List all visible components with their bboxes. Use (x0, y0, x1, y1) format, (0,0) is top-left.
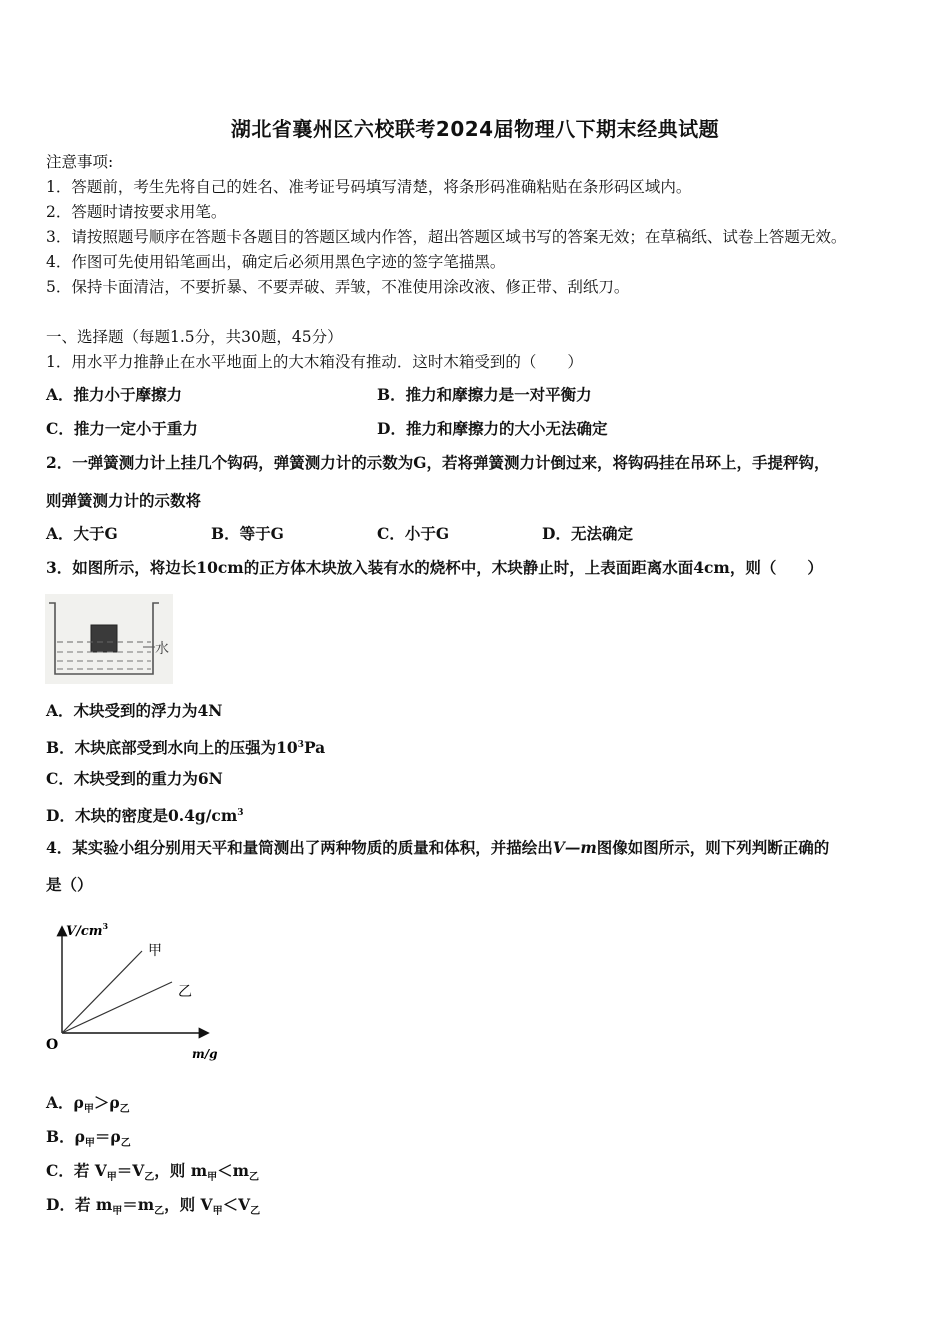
q3-option-b-unit: Pa (303, 738, 326, 758)
q4-option-b[interactable] (46, 1127, 131, 1154)
notice-item: 5．保持卡面清洁，不要折暴、不要弄破、弄皱，不准使用涂改液、修正带、刮纸刀。 (46, 278, 630, 296)
q3-option-b-text: B．木块底部受到水向上的压强为10 (46, 738, 298, 758)
q3-option-c[interactable]: C．木块受到的重力为6N (46, 769, 223, 788)
notice-item: 4．作图可先使用铅笔画出，确定后必须用黑色字迹的签字笔描黑。 (46, 253, 506, 271)
q3-option-d-sup: 3 (237, 808, 244, 818)
opt-text: D．若 m (46, 1195, 113, 1214)
q4-stem-text: 4．某实验小组分别用天平和量筒测出了两种物质的质量和体积，并描绘出 (46, 838, 553, 857)
origin-label: O (46, 1037, 59, 1053)
q3-option-a[interactable]: A．木块受到的浮力为4N (46, 701, 223, 720)
x-axis-label: m/g (192, 1047, 218, 1061)
q4-option-c[interactable] (46, 1161, 259, 1188)
opt-text: A．ρ (46, 1093, 84, 1112)
q2-option-c[interactable]: C．小于G (377, 524, 450, 543)
opt-sub: 乙 (119, 1104, 130, 1116)
opt-text: ，则 m (154, 1161, 208, 1180)
q4-stem-variable: V—m (552, 838, 597, 857)
line-jia (62, 951, 142, 1033)
opt-sub: 甲 (112, 1206, 123, 1218)
line-jia-label: 甲 (148, 943, 162, 959)
opt-sub: 乙 (249, 1172, 260, 1184)
q4-stem-text-cont: 图像如图所示，则下列判断正确的 (596, 838, 830, 857)
line-yi-label: 乙 (178, 984, 192, 1000)
question-2-stem-cont: 则弹簧测力计的示数将 (46, 491, 202, 510)
y-axis-label (66, 921, 109, 939)
question-4-stem (46, 838, 829, 858)
opt-text: ，则 V (164, 1195, 213, 1214)
opt-sub: 甲 (207, 1172, 218, 1184)
q1-option-b[interactable]: B．推力和摩擦力是一对平衡力 (377, 385, 592, 404)
opt-text: ＝ρ (94, 1127, 121, 1146)
page-title: 湖北省襄州区六校联考2024届物理八下期末经典试题 (230, 117, 720, 141)
q4-option-a[interactable] (46, 1093, 130, 1120)
opt-text: ＞ρ (93, 1093, 120, 1112)
q2-option-d[interactable]: D．无法确定 (542, 524, 633, 543)
water-label: 水 (155, 641, 169, 657)
opt-sub: 甲 (84, 1138, 95, 1150)
q1-option-c[interactable]: C．推力一定小于重力 (46, 419, 198, 438)
notice-item: 2．答题时请按要求用笔。 (46, 203, 227, 221)
opt-sub: 甲 (106, 1172, 117, 1184)
q4-option-d[interactable] (46, 1195, 260, 1222)
beaker-figure (45, 594, 173, 684)
y-axis-label-sup: 3 (102, 921, 109, 931)
wooden-block (91, 625, 117, 652)
opt-sub: 乙 (250, 1206, 261, 1218)
y-axis-label-text: V/cm (66, 924, 103, 939)
notice-item: 3．请按照题号顺序在答题卡各题目的答题区域内作答，超出答题区域书写的答案无效；在草稿纸、试卷上答题无效。 (46, 228, 847, 246)
opt-sub: 甲 (212, 1206, 223, 1218)
opt-sub: 乙 (144, 1172, 155, 1184)
question-4-stem-cont: 是（） (46, 875, 93, 894)
opt-sub: 乙 (120, 1138, 131, 1150)
q1-option-a[interactable]: A．推力小于摩擦力 (46, 385, 183, 404)
opt-text: ＝V (116, 1161, 145, 1180)
notice-item: 1．答题前，考生先将自己的姓名、准考证号码填写清楚，将条形码准确粘贴在条形码区域内。 (46, 178, 692, 196)
question-2-stem: 2．一弹簧测力计上挂几个钩码，弹簧测力计的示数为G，若将弹簧测力计倒过来，将钩码挂在吊环上，手提秤钩， (46, 453, 830, 472)
opt-text: ＜V (222, 1195, 251, 1214)
line-yi (62, 982, 172, 1033)
notice-heading: 注意事项: (46, 153, 114, 171)
section-heading: 一、选择题（每题1.5分，共30题，45分） (46, 328, 343, 346)
opt-text: ＜m (217, 1161, 250, 1180)
opt-text: B．ρ (46, 1127, 85, 1146)
q3-option-d[interactable] (46, 803, 244, 826)
q3-option-b-sup: 3 (297, 740, 304, 750)
question-3-stem: 3．如图所示，将边长10cm的正方体木块放入装有水的烧杯中，木块静止时，上表面距离水面4cm，则（ ） (46, 558, 823, 577)
q3-option-d-text: D．木块的密度是0.4g/cm (46, 806, 238, 826)
q2-option-b[interactable]: B．等于G (211, 524, 284, 543)
q3-option-b[interactable] (46, 735, 325, 758)
q1-option-d[interactable]: D．推力和摩擦力的大小无法确定 (377, 419, 608, 438)
q2-option-a[interactable]: A．大于G (46, 524, 118, 543)
v-m-graph (42, 918, 227, 1066)
opt-text: C．若 V (46, 1161, 107, 1180)
opt-sub: 乙 (154, 1206, 165, 1218)
opt-sub: 甲 (83, 1104, 94, 1116)
question-1-stem: 1．用水平力推静止在水平地面上的大木箱没有推动．这时木箱受到的（ ） (46, 353, 583, 371)
opt-text: ＝m (122, 1195, 155, 1214)
